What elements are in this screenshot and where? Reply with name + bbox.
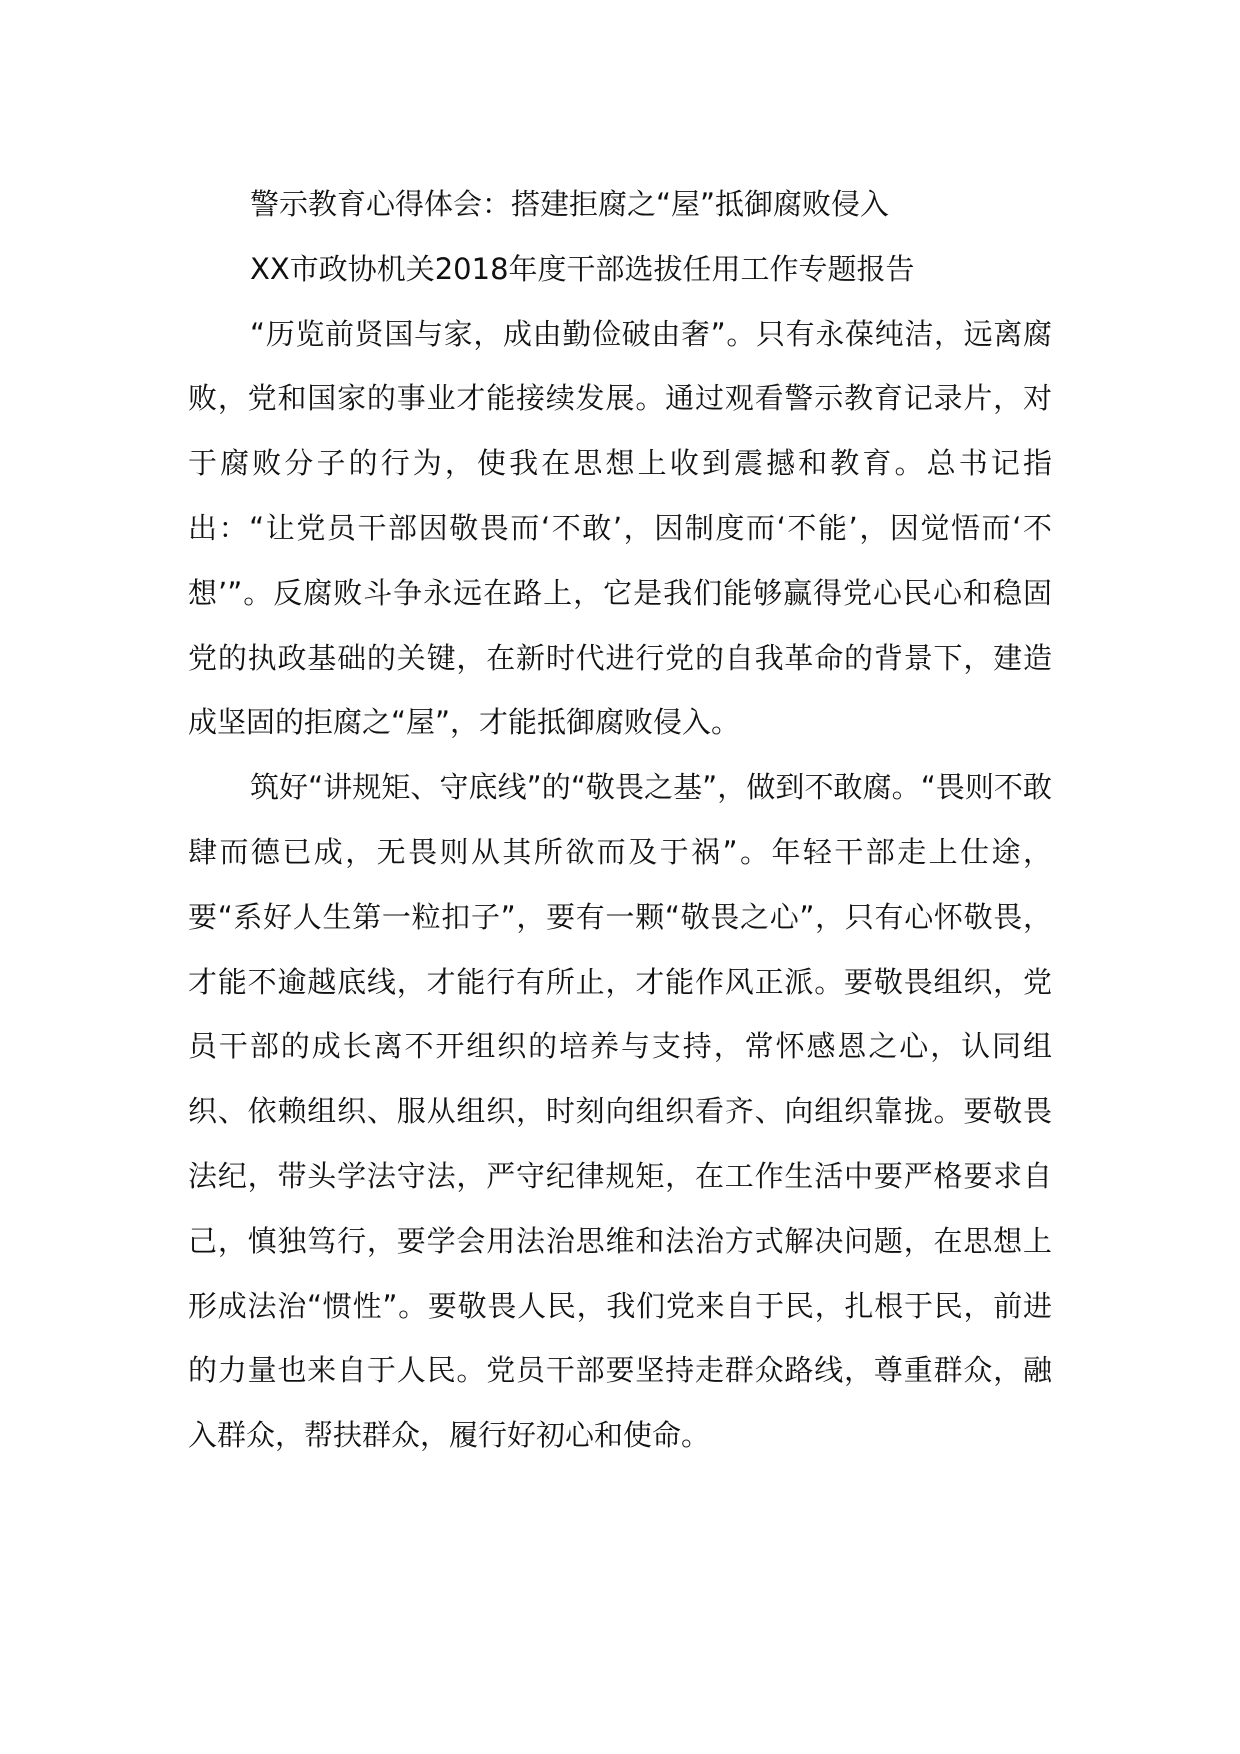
document-body [188,172,1052,1468]
document-subtitle: XX市政协机关2018年度干部选拔任用工作专题报告 [250,251,915,286]
document-title: 警示教育心得体会：搭建拒腐之“屋”抵御腐败侵入 [250,187,890,221]
paragraph-2: 筑好“讲规矩、守底线”的“敬畏之基”，做到不敢腐。“畏则不敢肆而德已成，无畏则从其所欲而及于祸”。年轻干部走上仕途，要“系好人生第一粒扣子”，要有一颗“敬畏之心”，只有心怀敬畏，才能不逾越底线，才能行有所止，才能作风正派。要敬畏组织，党员干部的成长离不开组织的培养与支持，常怀感恩之心，认同组织、依赖组织、服从组织，时刻向组织看齐、向组织靠拢。要敬畏法纪，带头学法守法，严守纪律规矩，在工作生活中要严格要求自己，慎独笃行，要学会用法治思维和法治方式解决问题，在思想上形成法治“惯性”。要敬畏人民，我们党来自于民，扎根于民，前进的力量也来自于人民。党员干部要坚持走群众路线，尊重群众，融入群众，帮扶群众，履行好初心和使命。 [188,770,1052,1453]
paragraph-1: “历览前贤国与家，成由勤俭破由奢”。只有永葆纯洁，远离腐败，党和国家的事业才能接续发展。通过观看警示教育记录片，对于腐败分子的行为，使我在思想上收到震撼和教育。总书记指出：“让党员干部因敬畏而‘不敢’，因制度而‘不能’，因觉悟而‘不想’”。反腐败斗争永远在路上，它是我们能够赢得党心民心和稳固党的执政基础的关键，在新时代进行党的自我革命的背景下，建造成坚固的拒腐之“屋”，才能抵御腐败侵入。 [188,316,1052,740]
